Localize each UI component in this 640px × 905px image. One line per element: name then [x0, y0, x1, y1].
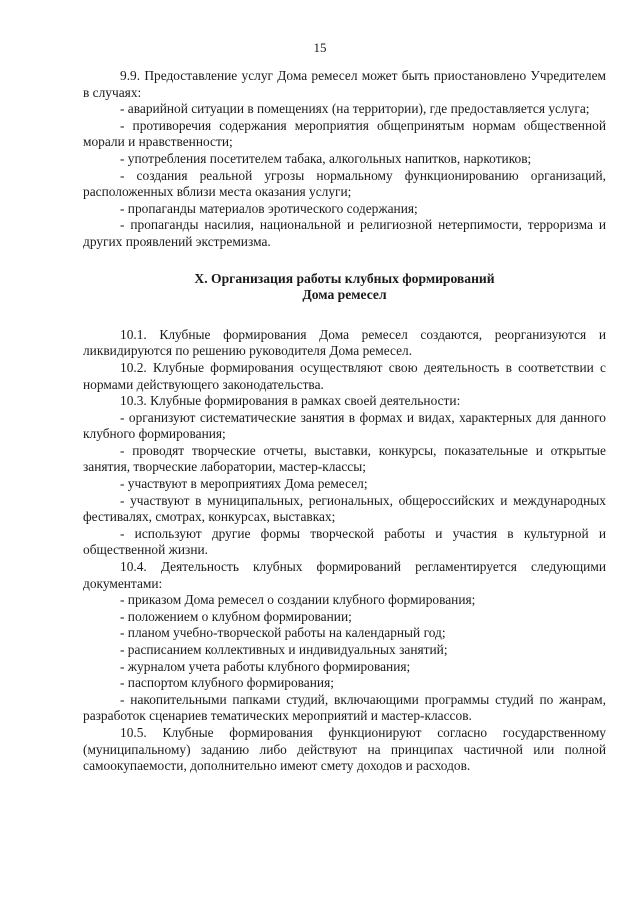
- paragraph-10-1: 10.1. Клубные формирования Дома ремесел создаются, реорганизуются и ликвидируются по решению руководителя Дома ремесел.: [83, 326, 606, 359]
- document-body: [83, 68, 606, 775]
- list-item: - участвуют в мероприятиях Дома ремесел;: [120, 476, 368, 492]
- list-item: - накопительными папками студий, включающими программы студий по жанрам, разработок сценариев тематических мероприятий и мастер-классов.: [83, 691, 606, 724]
- section-heading: [83, 271, 606, 304]
- paragraph-10-2: 10.2. Клубные формирования осуществляют свою деятельность в соответствии с нормами действующего законодательства.: [83, 359, 606, 392]
- paragraph-10-5: 10.5. Клубные формирования функционируют согласно государственному (муниципальному) заданию либо действуют на принципах частичной или полной самоокупаемости, дополнительно имеют смету доходов и расходов.: [83, 724, 606, 774]
- list-item: - употребления посетителем табака, алкогольных напитков, наркотиков;: [120, 150, 532, 166]
- list-item: - создания реальной угрозы нормальному функционированию организаций, расположенных вблизи места оказания услуги;: [83, 167, 606, 200]
- paragraph-9-9: 9.9. Предоставление услуг Дома ремесел может быть приостановлено Учредителем в случаях:: [83, 68, 606, 100]
- list-item: - приказом Дома ремесел о создании клубного формирования;: [120, 592, 476, 608]
- list-item: - аварийной ситуации в помещениях (на территории), где предоставляется услуга;: [120, 101, 590, 117]
- list-item: - проводят творческие отчеты, выставки, конкурсы, показательные и открытые занятия, творческие лаборатории, мастер-классы;: [83, 442, 606, 475]
- list-item: - пропаганды насилия, национальной и религиозной нетерпимости, терроризма и других проявлений экстремизма.: [83, 217, 606, 249]
- list-item: - противоречия содержания мероприятия общепринятым нормам общественной морали и нравственности;: [83, 117, 606, 150]
- list-item: - организуют систематические занятия в формах и видах, характерных для данного клубного формирования;: [83, 409, 606, 442]
- list-item: - положением о клубном формировании;: [120, 608, 352, 624]
- list-item: - планом учебно-творческой работы на календарный год;: [120, 625, 446, 641]
- paragraph-10-4: 10.4. Деятельность клубных формирований регламентируется следующими документами:: [83, 559, 606, 591]
- section-heading-line-1: X. Организация работы клубных формирований: [194, 270, 495, 286]
- section-heading-line-2: Дома ремесел: [302, 287, 387, 303]
- page-number: 15: [313, 40, 327, 55]
- paragraph-10-3: 10.3. Клубные формирования в рамках своей деятельности:: [120, 393, 461, 409]
- list-item: - расписанием коллективных и индивидуальных занятий;: [120, 642, 448, 657]
- list-item: - участвуют в муниципальных, региональных, общероссийских и международных фестивалях, смотрах, конкурсах, выставках;: [83, 492, 606, 525]
- list-item: - журналом учета работы клубного формирования;: [120, 658, 411, 674]
- list-item: - используют другие формы творческой работы и участия в культурной и общественной жизни.: [83, 525, 606, 558]
- list-item: - пропаганды материалов эротического содержания;: [120, 200, 418, 216]
- list-item: - паспортом клубного формирования;: [120, 675, 334, 691]
